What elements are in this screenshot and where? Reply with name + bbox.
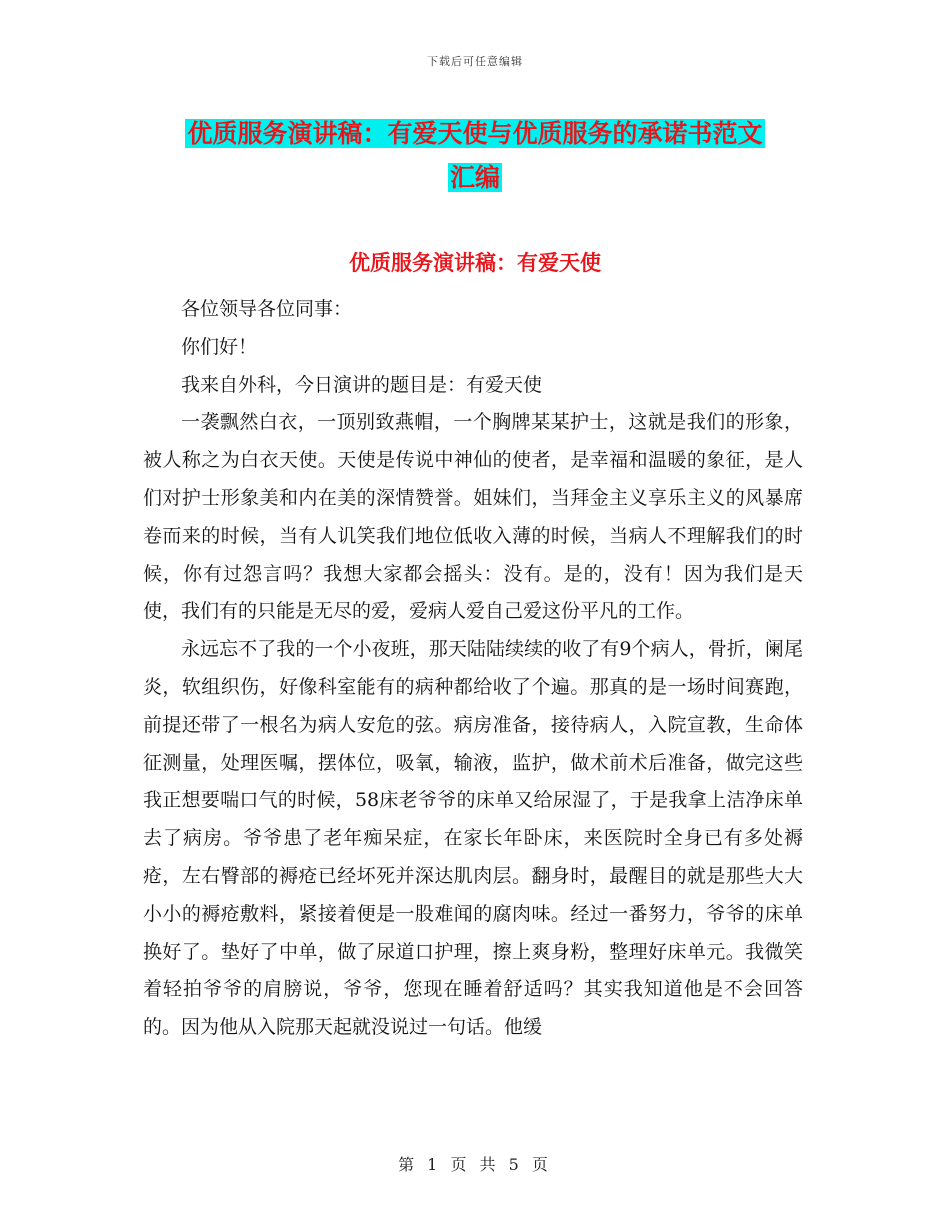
paragraph-angel-image: 一袭飘然白衣，一顶别致燕帽，一个胸牌某某护士，这就是我们的形象，被人称之为白衣天使。天使是传说中神仙的使者，是幸福和温暖的象征，是人们对护士形象美和内在美的深情赞誉。姐妹们，当拜金主义享乐主义的风暴席卷而来的时候，当有人讥笑我们地位低收入薄的时候，当病人不理解我们的时候，你有过怨言吗？我想大家都会摇头：没有。是的，没有！因为我们是天使，我们有的只能是无尽的爱，爱病人爱自己爱这份平凡的工作。 [143, 411, 803, 623]
paragraph-hello: 你们好！ [181, 335, 258, 358]
paragraph-night-shift: 永远忘不了我的一个小夜班，那天陆陆续续的收了有9个病人，骨折，阑尾炎，软组织伤，好像科室能有的病种都给收了个遍。那真的是一场时间赛跑，前提还带了一根名为病人安危的弦。病房准备，接待病人，入院宣教，生命体征测量，处理医嘱，摆体位，吸氧，输液，监护，做术前术后准备，做完这些我正想要喘口气的时候，58床老爷爷的床单又给尿湿了，于是我拿上洁净床单去了病房。爷爷患了老年痴呆症，在家长年卧床，来医院时全身已有多处褥疮，左右臀部的褥疮已经坏死并深达肌肉层。翻身时，最醒目的就是那些大大小小的褥疮敷料，紧接着便是一股难闻的腐肉味。经过一番努力，爷爷的床单换好了。垫好了中单，做了尿道口护理，擦上爽身粉，整理好床单元。我微笑着轻拍爷爷的肩膀说，爷爷，您现在睡着舒适吗？其实我知道他是不会回答的。因为他从入院那天起就没说过一句话。他缓 [143, 638, 803, 1039]
document-title-line1: 优质服务演讲稿：有爱天使与优质服务的承诺书范文 [187, 119, 763, 148]
section-title: 优质服务演讲稿：有爱天使 [349, 250, 601, 275]
paragraph-greeting: 各位领导各位同事： [181, 298, 353, 320]
body-text [143, 291, 803, 1047]
page-header-note: 下载后可任意编辑 [427, 55, 523, 68]
document-title-line2: 汇编 [449, 163, 500, 192]
paragraph-intro: 我来自外科，今日演讲的题目是：有爱天使 [181, 373, 543, 396]
document-title [150, 112, 800, 200]
page-number-footer: 第 1 页 共 5 页 [398, 1155, 552, 1174]
